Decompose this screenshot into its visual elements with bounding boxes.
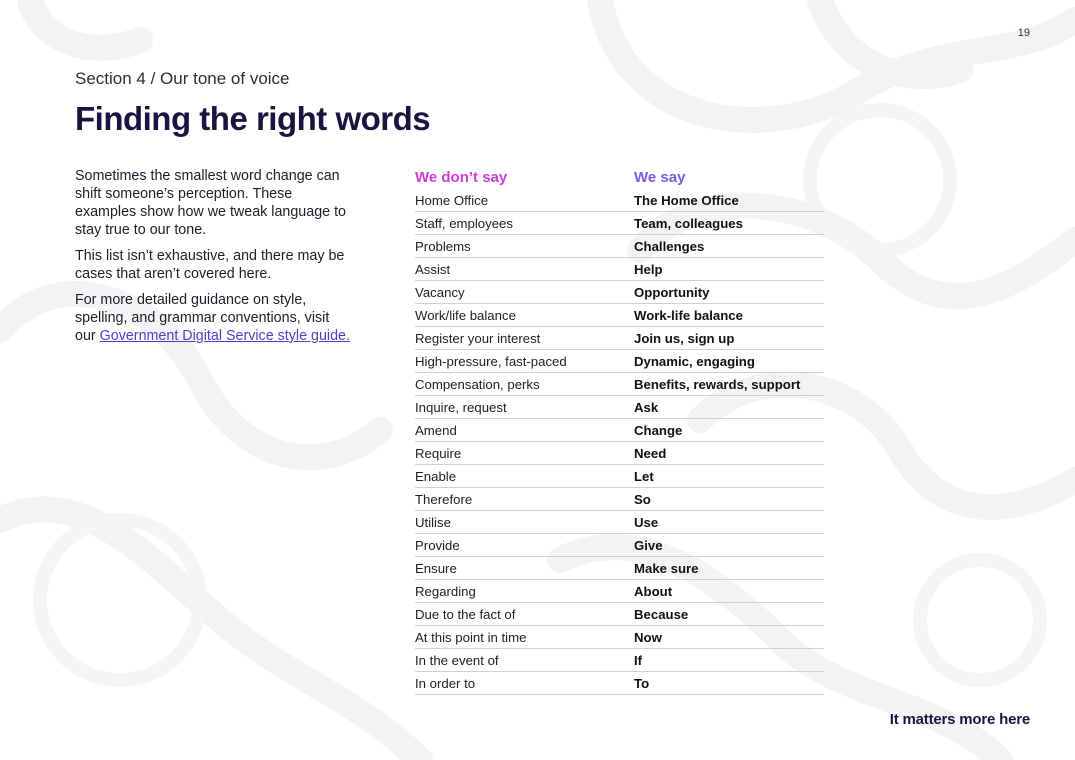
table-row [415,373,824,396]
table-row [415,327,824,350]
we-say-cell: Make sure [634,557,824,580]
we-say-cell: To [634,672,824,695]
dont-say-cell: Require [415,442,634,465]
we-say-cell: Change [634,419,824,442]
we-say-cell: Work-life balance [634,304,824,327]
dont-say-cell: Provide [415,534,634,557]
section-label: Section 4 / Our tone of voice [75,69,290,88]
dont-say-cell: Ensure [415,557,634,580]
footer-tagline: It matters more here [889,711,1030,728]
we-say-cell: Challenges [634,235,824,258]
we-say-cell: So [634,488,824,511]
table-row [415,488,824,511]
table-header-row [415,166,824,189]
table-row [415,189,824,212]
dont-say-cell: Amend [415,419,634,442]
we-say-cell: Now [634,626,824,649]
we-say-cell: Team, colleagues [634,212,824,235]
dont-say-cell: Vacancy [415,281,634,304]
we-say-cell: Give [634,534,824,557]
dont-say-cell: High-pressure, fast-paced [415,350,634,373]
dont-say-cell: Staff, employees [415,212,634,235]
header-we-dont-say: We don’t say [415,169,508,186]
table-row [415,281,824,304]
dont-say-cell: Home Office [415,189,634,212]
dont-say-cell: Inquire, request [415,396,634,419]
page-number: 19 [1017,27,1030,39]
table-row [415,304,824,327]
dont-say-cell: At this point in time [415,626,634,649]
header-we-say: We say [634,169,686,186]
table-row [415,603,824,626]
intro-paragraph: Sometimes the smallest word change can shift someone’s perception. These examples show how we tweak language to stay true to our tone. [75,168,347,238]
table-row [415,534,824,557]
table-row [415,649,824,672]
dont-say-cell: In the event of [415,649,634,672]
table-row [415,672,824,695]
table-row [415,235,824,258]
intro-link-prefix: For more detailed guidance on style, spelling, and grammar conventions, visit our [75,292,330,344]
page-title: Finding the right words [75,100,431,137]
dont-say-cell: Register your interest [415,327,634,350]
dont-say-cell: Assist [415,258,634,281]
word-swap-table [415,166,824,695]
we-say-cell: Use [634,511,824,534]
table-row [415,626,824,649]
we-say-cell: The Home Office [634,189,824,212]
we-say-cell: Need [634,442,824,465]
we-say-cell: About [634,580,824,603]
table-row [415,557,824,580]
table-row [415,442,824,465]
dont-say-cell: Problems [415,235,634,258]
intro-text [75,167,350,353]
we-say-cell: Opportunity [634,281,824,304]
table-row [415,350,824,373]
table-row [415,419,824,442]
we-say-cell: Join us, sign up [634,327,824,350]
we-say-cell: Because [634,603,824,626]
table-row [415,258,824,281]
dont-say-cell: Work/life balance [415,304,634,327]
intro-paragraph [75,291,350,345]
we-say-cell: Ask [634,396,824,419]
dont-say-cell: Due to the fact of [415,603,634,626]
style-guide-link[interactable]: Government Digital Service style guide. [99,328,350,344]
intro-paragraph: This list isn’t exhaustive, and there may be cases that aren’t covered here. [75,248,345,282]
dont-say-cell: Compensation, perks [415,373,634,396]
table-row [415,396,824,419]
we-say-cell: Dynamic, engaging [634,350,824,373]
we-say-cell: Help [634,258,824,281]
table-row [415,511,824,534]
we-say-cell: If [634,649,824,672]
table-row [415,580,824,603]
we-say-cell: Benefits, rewards, support [634,373,824,396]
table-body [415,189,824,695]
we-say-cell: Let [634,465,824,488]
dont-say-cell: Enable [415,465,634,488]
dont-say-cell: In order to [415,672,634,695]
dont-say-cell: Regarding [415,580,634,603]
dont-say-cell: Therefore [415,488,634,511]
table-row [415,212,824,235]
table-row [415,465,824,488]
dont-say-cell: Utilise [415,511,634,534]
